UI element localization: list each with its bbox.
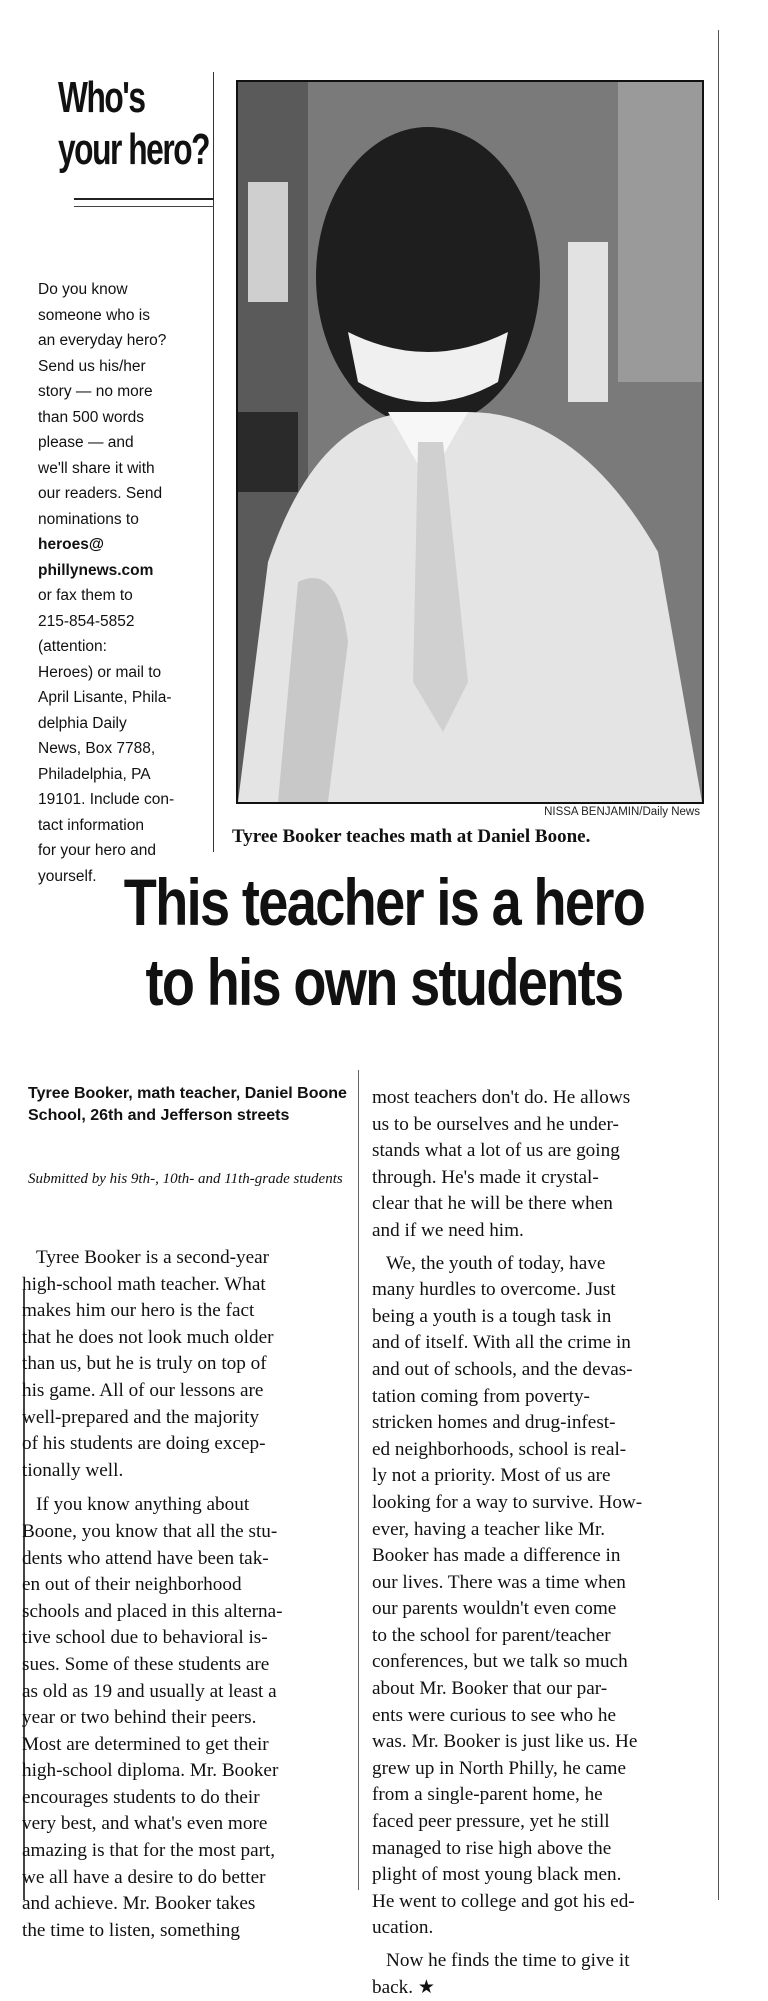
headline-line: to his own students (145, 945, 623, 1019)
article-line: ed neighborhoods, school is real- (372, 1438, 627, 1460)
article-line: ents were curious to see who he (372, 1704, 617, 1726)
byline: Tyree Booker, math teacher, Daniel Boone School, 26th and Jefferson streets (28, 1085, 347, 1124)
article-column-right (372, 1085, 702, 2001)
article-line: managed to rise high above the (372, 1837, 612, 1859)
article-line: Now he finds the time to give it (386, 1950, 630, 1971)
article-line: many hurdles to overcome. Just (372, 1279, 616, 1301)
sidebar-line: News, Box 7788, (38, 740, 156, 757)
article-line: of his students are doing excep- (22, 1433, 266, 1455)
article-line: dents who attend have been tak- (22, 1547, 269, 1569)
sidebar-line: someone who is (38, 306, 151, 324)
article-line: plight of most young black men. (372, 1864, 622, 1886)
article-line: we all have a desire to do better (22, 1866, 266, 1888)
column-rule (213, 72, 214, 852)
article-line: conferences, but we talk so much (372, 1651, 628, 1673)
article-line: than us, but he is truly on top of (22, 1353, 267, 1375)
article-line: through. He's made it crystal- (372, 1166, 599, 1188)
divider (74, 198, 214, 200)
article-line: as old as 19 and usually at least a (22, 1680, 277, 1702)
article-line: from a single-parent home, he (372, 1784, 603, 1806)
article-line: encourages students to do their (22, 1786, 260, 1808)
article-line: about Mr. Booker that our par- (372, 1678, 608, 1700)
sidebar-line: 19101. Include con- (38, 791, 175, 808)
sidebar-line: Philadelphia, PA (38, 765, 151, 783)
sidebar-line: tact information (38, 816, 144, 834)
article-line: faced peer pressure, yet he still (372, 1811, 610, 1833)
article-line: Tyree Booker is a second-year (36, 1247, 270, 1268)
sidebar-body (38, 277, 188, 889)
sidebar-line: we'll share it with (38, 459, 155, 477)
article-line: well-prepared and the majority (22, 1406, 260, 1428)
article-column-left (22, 1245, 352, 1944)
article-line: tive school due to behavioral is- (22, 1627, 268, 1649)
sidebar-line: story — no more (38, 383, 153, 400)
sidebar-line: yourself. (38, 867, 97, 885)
sidebar-line: delphia Daily (38, 714, 127, 732)
headline (0, 862, 768, 1022)
sidebar-title (58, 72, 209, 176)
article-line: to the school for parent/teacher (372, 1624, 611, 1646)
article-line: He went to college and got his ed- (372, 1890, 635, 1912)
article-line: was. Mr. Booker is just like us. He (372, 1731, 638, 1753)
article-line: Boone, you know that all the stu- (22, 1520, 278, 1542)
photo-credit: NISSA BENJAMIN/Daily News (544, 806, 700, 818)
article-line: makes him our hero is the fact (22, 1300, 255, 1322)
article-line: tionally well. (22, 1459, 124, 1481)
divider (74, 206, 214, 207)
article-line: We, the youth of today, have (386, 1252, 606, 1274)
sidebar-line: than 500 words (38, 408, 144, 426)
sidebar-line: an everyday hero? (38, 332, 167, 349)
sidebar-line: Heroes) or mail to (38, 663, 162, 681)
article-line: his game. All of our lessons are (22, 1379, 264, 1401)
email-address-line: heroes@ (38, 536, 104, 553)
headline-line: This teacher is a hero (123, 865, 645, 939)
article-line: looking for a way to survive. How- (372, 1491, 643, 1513)
sidebar-line: nominations to (38, 510, 139, 528)
article-line: and of itself. With all the crime in (372, 1332, 631, 1354)
sidebar-line: (attention: (38, 638, 107, 655)
photo-caption: Tyree Booker teaches math at Daniel Boone. (232, 826, 591, 847)
article-line: stands what a lot of us are going (372, 1140, 620, 1162)
article-line: ucation. (372, 1917, 434, 1939)
teacher-photo (236, 80, 704, 804)
fax-number: 215-854-5852 (38, 612, 135, 630)
sidebar-line: Do you know (38, 281, 128, 298)
article-line: tation coming from poverty- (372, 1385, 590, 1407)
article-line: that he does not look much older (22, 1326, 274, 1348)
submitted-by: Submitted by his 9th-, 10th- and 11th-grade students (28, 1171, 343, 1187)
sidebar-line: for your hero and (38, 842, 157, 859)
article-line: en out of their neighborhood (22, 1574, 242, 1596)
article-line: amazing is that for the most part, (22, 1840, 276, 1862)
article-line: schools and placed in this alterna- (22, 1600, 283, 1622)
article-line: very best, and what's even more (22, 1813, 268, 1835)
article-line: high-school diploma. Mr. Booker (22, 1760, 279, 1782)
article-line: the time to listen, something (22, 1919, 240, 1941)
article-line: being a youth is a tough task in (372, 1305, 612, 1327)
article-line: high-school math teacher. What (22, 1273, 266, 1295)
article-line: our lives. There was a time when (372, 1571, 626, 1593)
article-line: ly not a priority. Most of us are (372, 1465, 611, 1487)
sidebar-line: April Lisante, Phila- (38, 689, 172, 706)
article-line: sues. Some of these students are (22, 1653, 270, 1675)
article-line: clear that he will be there when (372, 1193, 613, 1215)
article-line: stricken homes and drug-infest- (372, 1412, 616, 1434)
article-line: back. ★ (372, 1976, 436, 1998)
article-line: Booker has made a difference in (372, 1545, 621, 1567)
sidebar-title-line: Who's (58, 73, 145, 122)
sidebar-line: Send us his/her (38, 357, 146, 375)
email-address-line: phillynews.com (38, 561, 154, 579)
article-line: our parents wouldn't even come (372, 1598, 617, 1620)
article-line: most teachers don't do. He allows (372, 1087, 631, 1108)
sidebar-line: our readers. Send (38, 485, 163, 502)
article-line: year or two behind their peers. (22, 1707, 257, 1729)
portrait-illustration (238, 82, 702, 802)
article-line: If you know anything about (36, 1494, 250, 1516)
article-line: and achieve. Mr. Booker takes (22, 1893, 256, 1915)
article-line: and out of schools, and the devas- (372, 1358, 633, 1380)
sidebar (38, 72, 210, 885)
article-line: ever, having a teacher like Mr. (372, 1518, 606, 1540)
article-line: Most are determined to get their (22, 1733, 269, 1755)
sidebar-line: please — and (38, 434, 134, 451)
sidebar-line: or fax them to (38, 587, 133, 604)
column-rule (358, 1070, 359, 1890)
sidebar-title-line: your hero? (58, 125, 210, 174)
article-line: and if we need him. (372, 1219, 524, 1241)
article-line: grew up in North Philly, he came (372, 1757, 626, 1779)
article-line: us to be ourselves and he under- (372, 1113, 619, 1135)
